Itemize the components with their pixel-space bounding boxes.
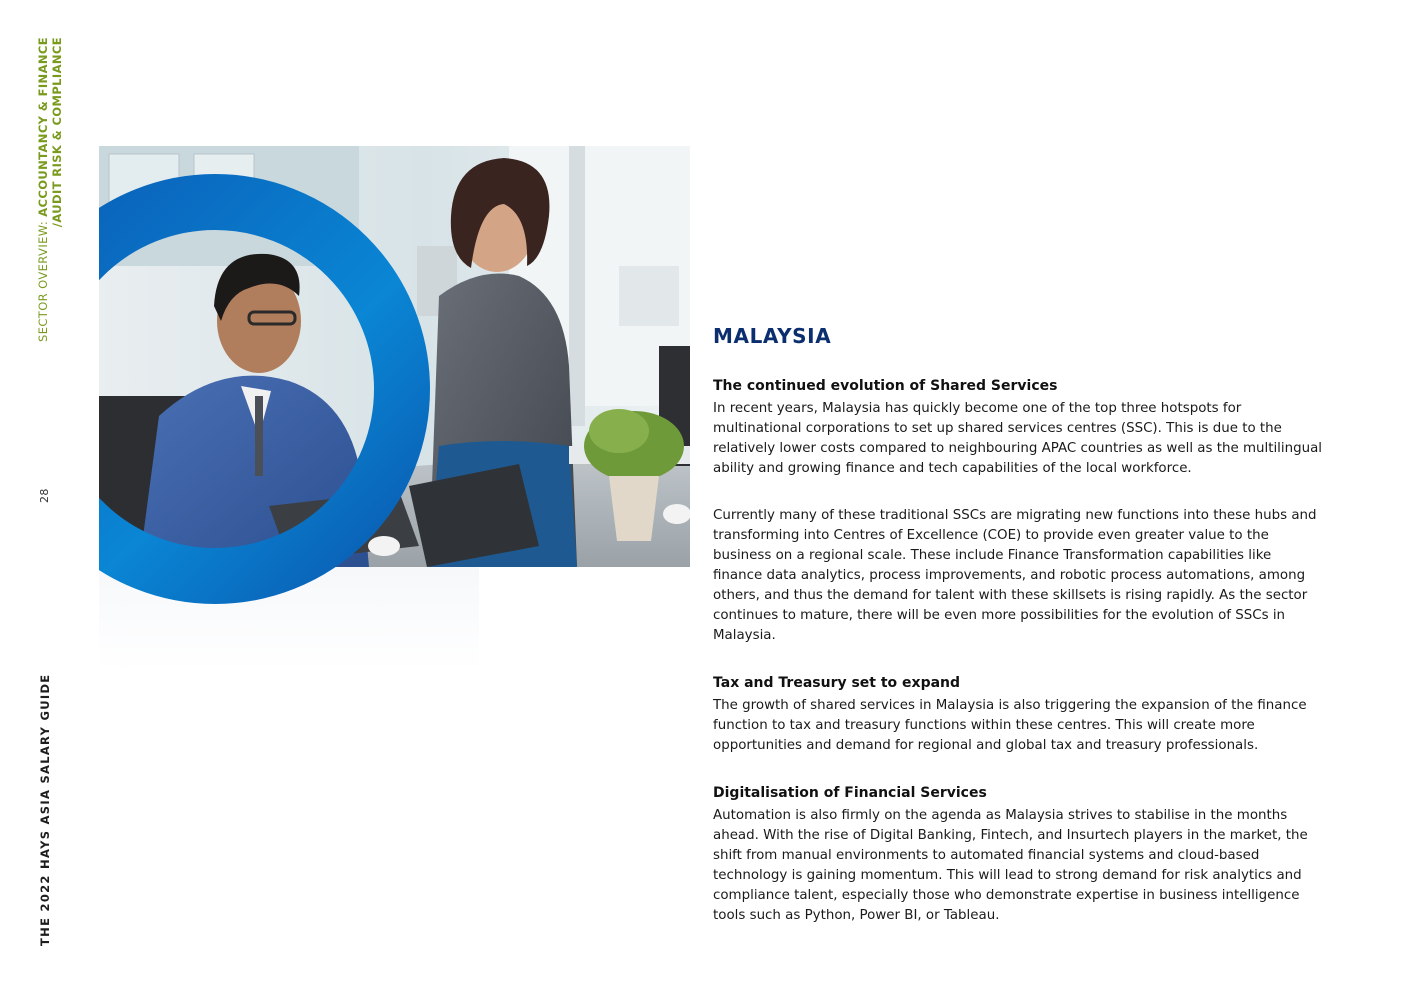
paragraph: Currently many of these traditional SSCs are migrating new functions into these hubs and transforming into Centres of Excellence (COE) to provide even greater value to the business on a regional scale. These include Finance Transformation capabilities like finance data analytics, process improvements, and robotic process automations, among others, and thus the demand for talent with these skillsets is rising rapidly. As the sector continues to mature, there will be even more possibilities for the evolution of SSCs in Malaysia. (713, 508, 1317, 643)
section-heading: Tax and Treasury set to expand (713, 675, 961, 691)
paragraph: The growth of shared services in Malaysia is also triggering the expansion of the finance function to tax and treasury functions within these centres. This will create more opportunities and demand for regional and global tax and treasury professionals. (713, 698, 1307, 753)
paragraph: In recent years, Malaysia has quickly become one of the top three hotspots for multinational corporations to set up shared services centres (SSC). This is due to the relatively lower costs compared to neighbouring APAC countries as well as the multilingual ability and growing finance and tech capabilities of the local workforce. (713, 401, 1323, 476)
photo-fade (99, 567, 479, 672)
guide-title: THE 2022 HAYS ASIA SALARY GUIDE (38, 673, 52, 946)
office-photo (99, 146, 690, 567)
sector-name-line1: ACCOUNTANCY & FINANCE (36, 37, 50, 217)
section-heading: Digitalisation of Financial Services (713, 785, 987, 801)
office-photo-illustration (99, 146, 690, 567)
sector-name-line2: /AUDIT RISK & COMPLIANCE (50, 37, 64, 228)
section-digitalisation (713, 783, 1323, 926)
sector-overview-label (36, 37, 64, 357)
paragraph: Automation is also firmly on the agenda as Malaysia strives to stabilise in the months ahead. With the rise of Digital Banking, Fintech, and Insurtech players in the market, the shift from manual environments to automated financial systems and cloud-based technology is gaining momentum. This will lead to strong demand for risk analytics and compliance talent, especially those who demonstrate expertise in business intelligence tools such as Python, Power BI, or Tableau. (713, 808, 1308, 923)
country-title: MALAYSIA (713, 324, 832, 348)
section-tax-treasury (713, 673, 1323, 756)
section-heading: The continued evolution of Shared Services (713, 378, 1058, 394)
section-shared-services (713, 376, 1323, 646)
page-number: 28 (38, 488, 51, 503)
article-content (713, 322, 1323, 953)
sector-prefix: SECTOR OVERVIEW: (36, 216, 50, 342)
